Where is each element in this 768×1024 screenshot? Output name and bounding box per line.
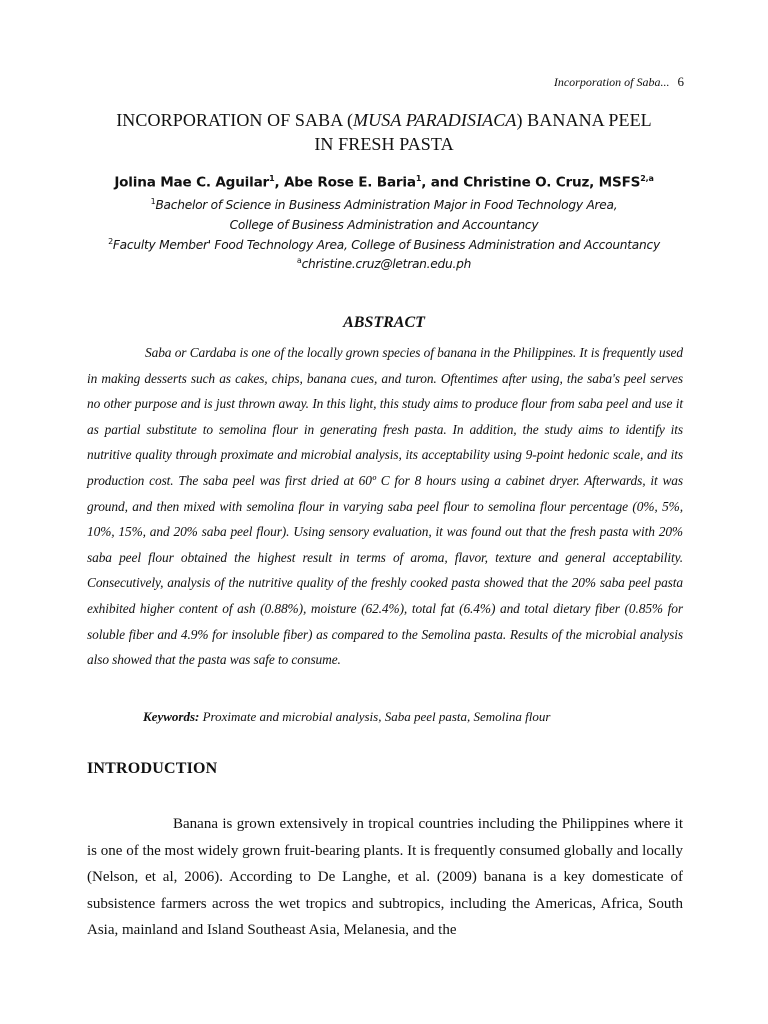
keywords-text: Proximate and microbial analysis, Saba peel pasta, Semolina flour	[199, 709, 551, 724]
affiliation-1-sup: 1	[150, 197, 156, 206]
running-head	[554, 74, 684, 90]
author-list	[40, 174, 728, 191]
author-1-sup: 1	[269, 174, 275, 183]
affiliation-2-sup: 2	[108, 237, 113, 246]
keywords	[143, 709, 703, 725]
affiliation-2	[40, 237, 728, 252]
email-sup: a	[296, 256, 302, 265]
affiliation-2-text: Faculty Member' Food Technology Area, College of Business Administration and Accountancy	[112, 238, 660, 253]
author-1: Jolina Mae C. Aguilar	[114, 174, 270, 191]
running-head-title: Incorporation of Saba...	[553, 75, 670, 89]
affiliation-1-text: Bachelor of Science in Business Administration Major in Food Technology Area,	[155, 198, 618, 213]
author-2: , Abe Rose E. Baria	[274, 174, 416, 191]
affiliation-1-line2	[40, 218, 728, 232]
affiliation-1-text-2: College of Business Administration and Accountancy	[229, 218, 539, 232]
abstract-text: Saba or Cardaba is one of the locally grown species of banana in the Philippines. It is frequently used in making desserts such as cakes, chips, banana cues, and turon. Oftentimes after using, the saba's peel serves no other purpose and is just thrown away. In this light, this study aims to produce flour from saba peel and use it as partial substitute to semolina flour in generating fresh pasta. In addition, the study aims to identify its nutritive quality through proximate and microbial analysis, its acceptability using 9-point hedonic scale, and its production cost. The saba peel was first dried at 60º C for 8 hours using a cabinet dryer. Afterwards, it was ground, and then mixed with semolina flour in varying saba peel flour to semolina flour percentage (0%, 5%, 10%, 15%, and 20% saba peel flour). Using sensory evaluation, it was found out that the fresh pasta with 20% saba peel flour obtained the highest result in terms of aroma, flavor, texture and general acceptability. Consecutively, analysis of the nutritive quality of the freshly cooked pasta showed that the 20% saba peel pasta exhibited higher content of ash (0.88%), moisture (62.4%), total fat (6.4%) and total dietary fiber (0.85% for soluble fiber and 4.9% for insoluble fiber) as compared to the Semolina pasta. Results of the microbial analysis also showed that the pasta was safe to consume.	[87, 345, 683, 668]
page-number: 6	[677, 74, 684, 89]
author-2-sup: 1	[415, 174, 422, 183]
affiliation-1-line1	[40, 197, 728, 212]
paper-title	[60, 108, 708, 156]
author-3-sup: 2,a	[640, 174, 654, 183]
author-3: , and Christine O. Cruz, MSFS	[421, 174, 641, 191]
title-line2: IN FRESH PASTA	[314, 134, 454, 154]
introduction-body	[87, 811, 683, 944]
introduction-text: Banana is grown extensively in tropical countries including the Philippines where it is one of the most widely grown fruit-bearing plants. It is frequently consumed globally and locally (Nelson, et al, 2006). According to De Langhe, et al. (2009) banana is a key domesticate of subsistence farmers across the wet tropics and subtropics, including the Americas, Africa, South Asia, mainland and Island Southeast Asia, Melanesia, and the	[87, 816, 683, 938]
title-part2: ) BANANA PEEL	[516, 110, 652, 130]
introduction-heading: INTRODUCTION	[87, 760, 218, 777]
abstract-body	[87, 340, 683, 673]
keywords-label: Keywords:	[143, 709, 200, 724]
email-address: christine.cruz@letran.edu.ph	[301, 257, 472, 272]
abstract-heading: ABSTRACT	[343, 314, 425, 331]
contact-email	[40, 256, 728, 271]
title-scientific-name: MUSA PARADISIACA	[353, 110, 517, 130]
title-part1: INCORPORATION OF SABA (	[116, 110, 354, 130]
